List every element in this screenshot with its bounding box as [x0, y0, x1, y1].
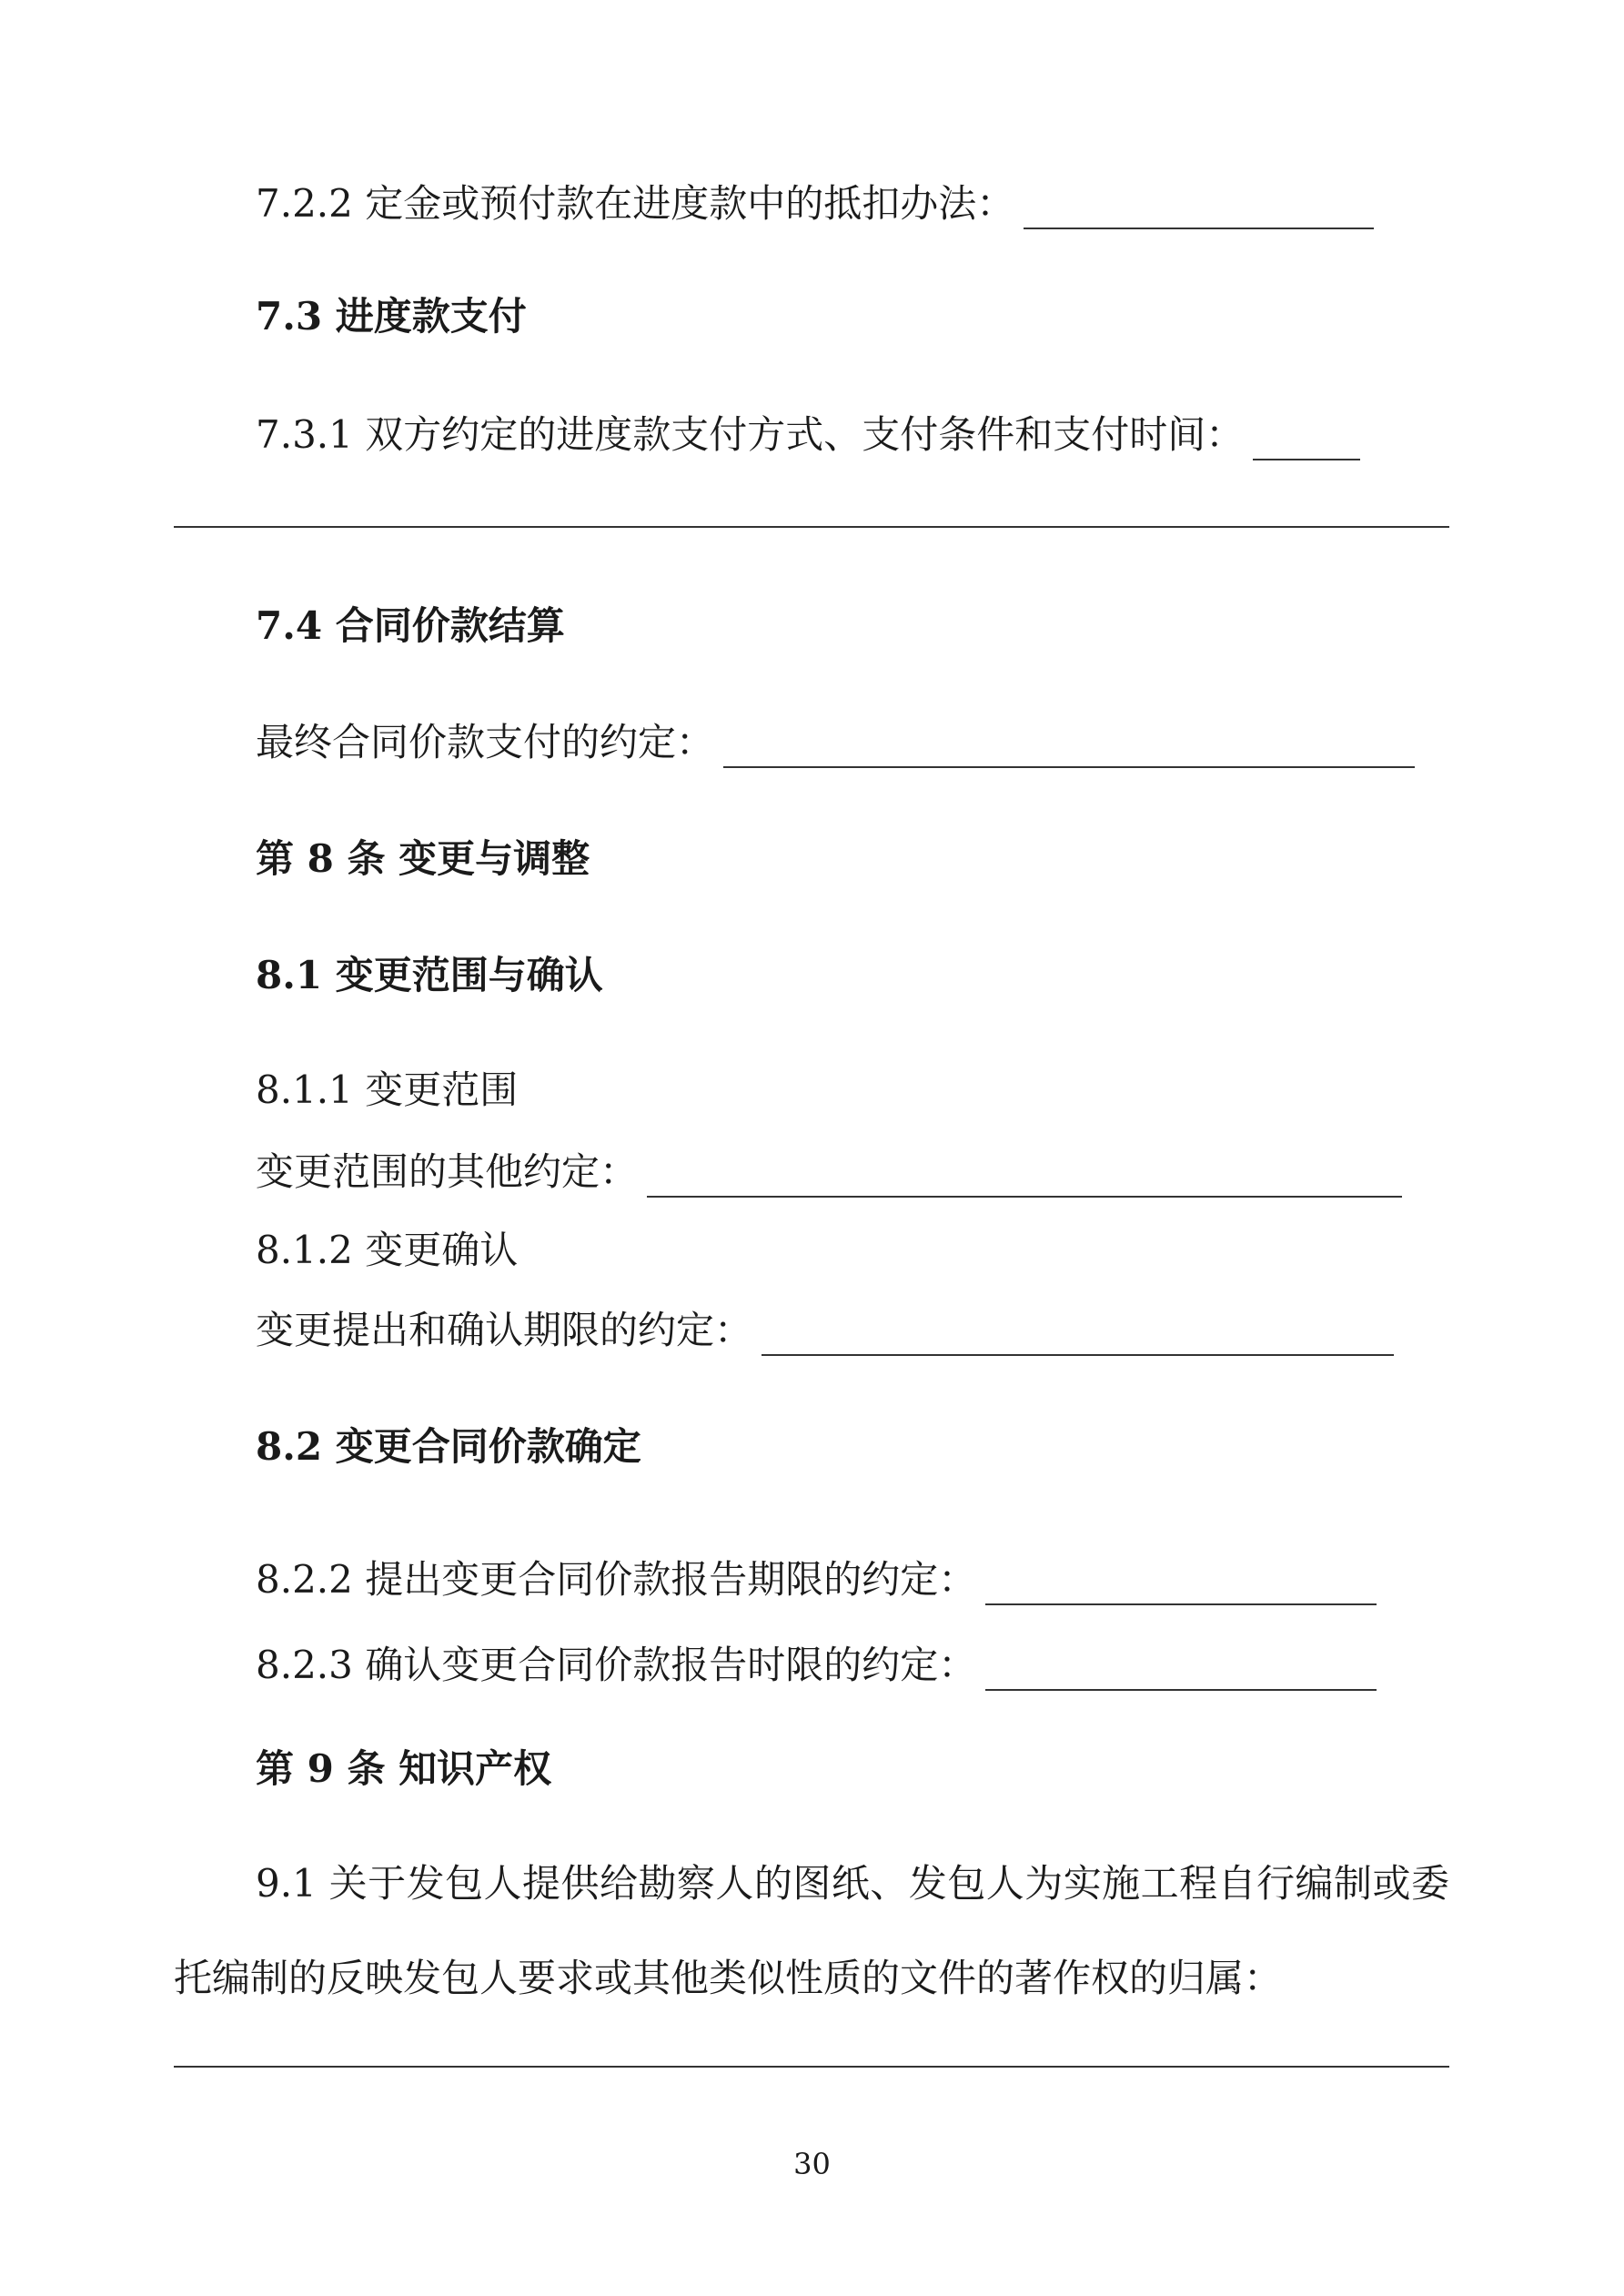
section-heading-8-2-text: 8.2 变更合同价款确定 — [256, 1424, 641, 1469]
clause-9-1-paragraph — [174, 1836, 1449, 2026]
clause-7-4-blank — [723, 730, 1415, 768]
clause-8-1-2 — [256, 1225, 518, 1276]
clause-8-1-1-other-blank — [647, 1159, 1402, 1198]
clause-8-1-1-other — [256, 1147, 1402, 1198]
clause-8-2-2-text: 8.2.2 提出变更合同价款报告期限的约定： — [256, 1557, 977, 1602]
clause-7-4 — [256, 717, 1415, 768]
article-9-heading-text: 第 9 条 知识产权 — [256, 1746, 552, 1791]
clause-8-2-3 — [256, 1640, 1377, 1691]
clause-8-1-2-text: 8.1.2 变更确认 — [256, 1228, 519, 1272]
clause-7-2-2 — [256, 178, 1374, 229]
clause-7-3-1-blank — [1253, 422, 1360, 460]
clause-7-2-2-text: 7.2.2 定金或预付款在进度款中的抵扣办法： — [256, 181, 1015, 226]
section-heading-7-4 — [256, 601, 565, 652]
section-heading-7-3 — [256, 291, 527, 342]
clause-8-1-2-deadline — [256, 1305, 1394, 1356]
clause-8-1-1 — [256, 1065, 518, 1116]
section-heading-7-3-text: 7.3 进度款支付 — [256, 294, 527, 339]
article-8-heading-text: 第 8 条 变更与调整 — [256, 836, 590, 881]
clause-8-1-2-deadline-blank — [762, 1318, 1394, 1356]
article-9-heading — [256, 1744, 551, 1795]
clause-8-1-2-deadline-text: 变更提出和确认期限的约定： — [256, 1308, 753, 1352]
clause-7-3-1-blank-continuation — [174, 526, 1449, 528]
article-8-heading — [256, 834, 590, 885]
clause-7-3-1 — [256, 410, 1360, 460]
clause-7-4-text: 最终合同价款支付的约定： — [256, 720, 715, 764]
clause-7-3-1-text: 7.3.1 双方约定的进度款支付方式、支付条件和支付时间： — [256, 412, 1245, 457]
clause-8-2-3-text: 8.2.3 确认变更合同价款报告时限的约定： — [256, 1643, 977, 1687]
clause-8-2-2 — [256, 1554, 1377, 1605]
clause-9-1-blank — [174, 2066, 1449, 2068]
clause-8-1-1-text: 8.1.1 变更范围 — [256, 1067, 519, 1112]
clause-8-2-2-blank — [985, 1567, 1377, 1605]
section-heading-7-4-text: 7.4 合同价款结算 — [256, 603, 565, 648]
clause-8-1-1-other-text: 变更范围的其他约定： — [256, 1149, 639, 1194]
section-heading-8-1 — [256, 950, 603, 1001]
clause-9-1-text: 9.1 关于发包人提供给勘察人的图纸、发包人为实施工程自行编制或委托编制的反映发包人要求或其他类似性质的文件的著作权的归属： — [174, 1861, 1449, 2000]
clause-8-2-3-blank — [985, 1653, 1377, 1691]
clause-7-2-2-blank — [1024, 191, 1374, 229]
page-number: 30 — [793, 2147, 831, 2181]
section-heading-8-2 — [256, 1421, 641, 1472]
section-heading-8-1-text: 8.1 变更范围与确认 — [256, 953, 603, 997]
